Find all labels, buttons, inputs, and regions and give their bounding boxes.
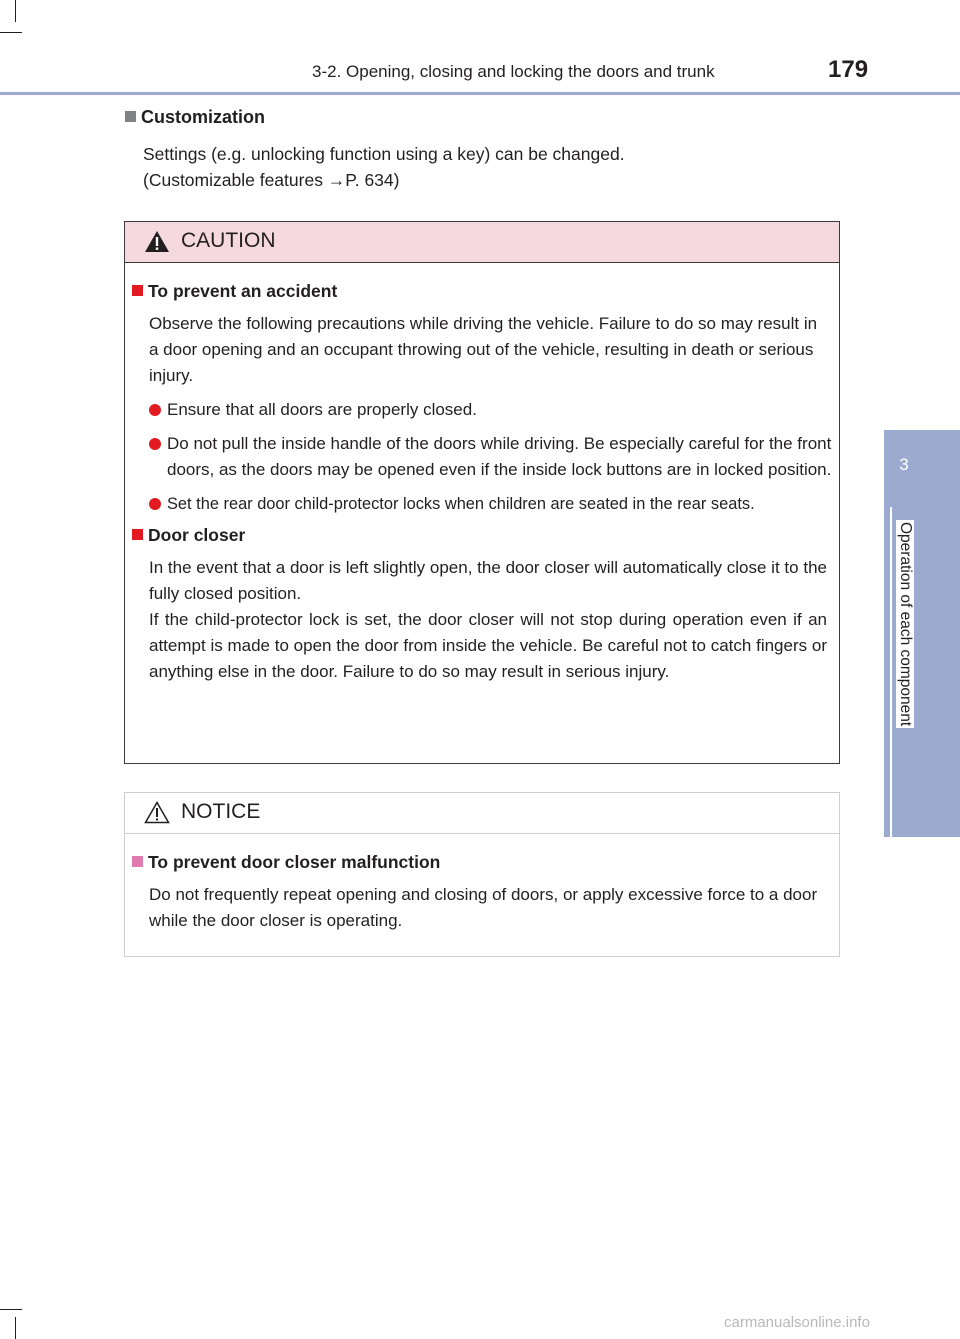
chapter-number: 3 [899,455,909,474]
caution-accident-text: Observe the following precautions while driving the vehicle. Failure to do so may result in a door opening and an occupant throwing out of the vehicle, resulting in death or serious injury. [149,314,818,385]
caution-heading-accident [132,281,839,311]
notice-body [125,834,839,934]
caution-box [124,221,840,764]
caution-door-closer-text-2: If the child-protector lock is set, the door closer will not stop during operation even if an attempt is made to open the door from inside the vehicle. Be careful not to catch fingers or anything else in the door. Failure to do so may result in serious injury. [149,610,827,681]
caution-bullet [149,491,833,517]
watermark: carmanualsonline.info [724,1314,870,1331]
notice-heading [132,852,839,882]
chapter-label: Operation of each component [897,522,914,727]
caution-heading-accident-text: To prevent an accident [148,281,338,301]
bullet-dot-icon [149,404,161,416]
crop-mark [0,1309,22,1310]
chapter-label-container [892,520,916,776]
crop-mark [15,1317,16,1339]
warning-icon [144,230,170,253]
notice-heading-text: To prevent door closer malfunction [148,852,441,872]
notice-text: Do not frequently repeat opening and closing of doors, or apply excessive force to a door while the door closer is operating. [149,885,818,930]
crop-mark [0,32,22,33]
caution-bullet-text: Ensure that all doors are properly closed. [167,400,477,419]
caution-door-closer-text-1: In the event that a door is left slightly open, the door closer will automatically close it to the fully closed position. [149,558,827,603]
caution-bullet [149,431,833,483]
caution-heading-door-closer [132,525,839,555]
customization-text [143,141,625,193]
section-title: 3-2. Opening, closing and locking the doors and trunk [312,62,715,81]
notice-box [124,792,840,957]
crop-mark [15,0,16,22]
notice-title: NOTICE [181,800,261,823]
caution-header [125,222,839,263]
square-bullet-icon [125,111,136,122]
customization-line-1: Settings (e.g. unlocking function using a key) can be changed. [143,144,625,164]
warning-outline-icon [144,801,170,824]
square-bullet-icon [132,856,143,867]
customization-heading [125,107,265,128]
bullet-dot-icon [149,498,161,510]
square-bullet-icon [132,529,143,540]
notice-header [125,793,839,834]
caution-bullet [149,397,833,423]
caution-heading-door-closer-text: Door closer [148,525,246,545]
caution-body [125,263,839,685]
customization-line-2[interactable]: (Customizable features →P. 634) [143,170,400,190]
caution-bullet-text: Do not pull the inside handle of the doors while driving. Be especially careful for the front doors, as the doors may be opened even if the inside lock buttons are in locked position. [167,434,832,479]
square-bullet-icon [132,285,143,296]
caution-bullet-text: Set the rear door child-protector locks when children are seated in the rear seats. [167,495,755,513]
chapter-tab[interactable] [884,430,960,507]
customization-heading-text: Customization [141,107,265,127]
page-number: 179 [828,56,869,83]
bullet-dot-icon [149,438,161,450]
caution-title: CAUTION [181,229,276,252]
header-rule [0,92,960,95]
